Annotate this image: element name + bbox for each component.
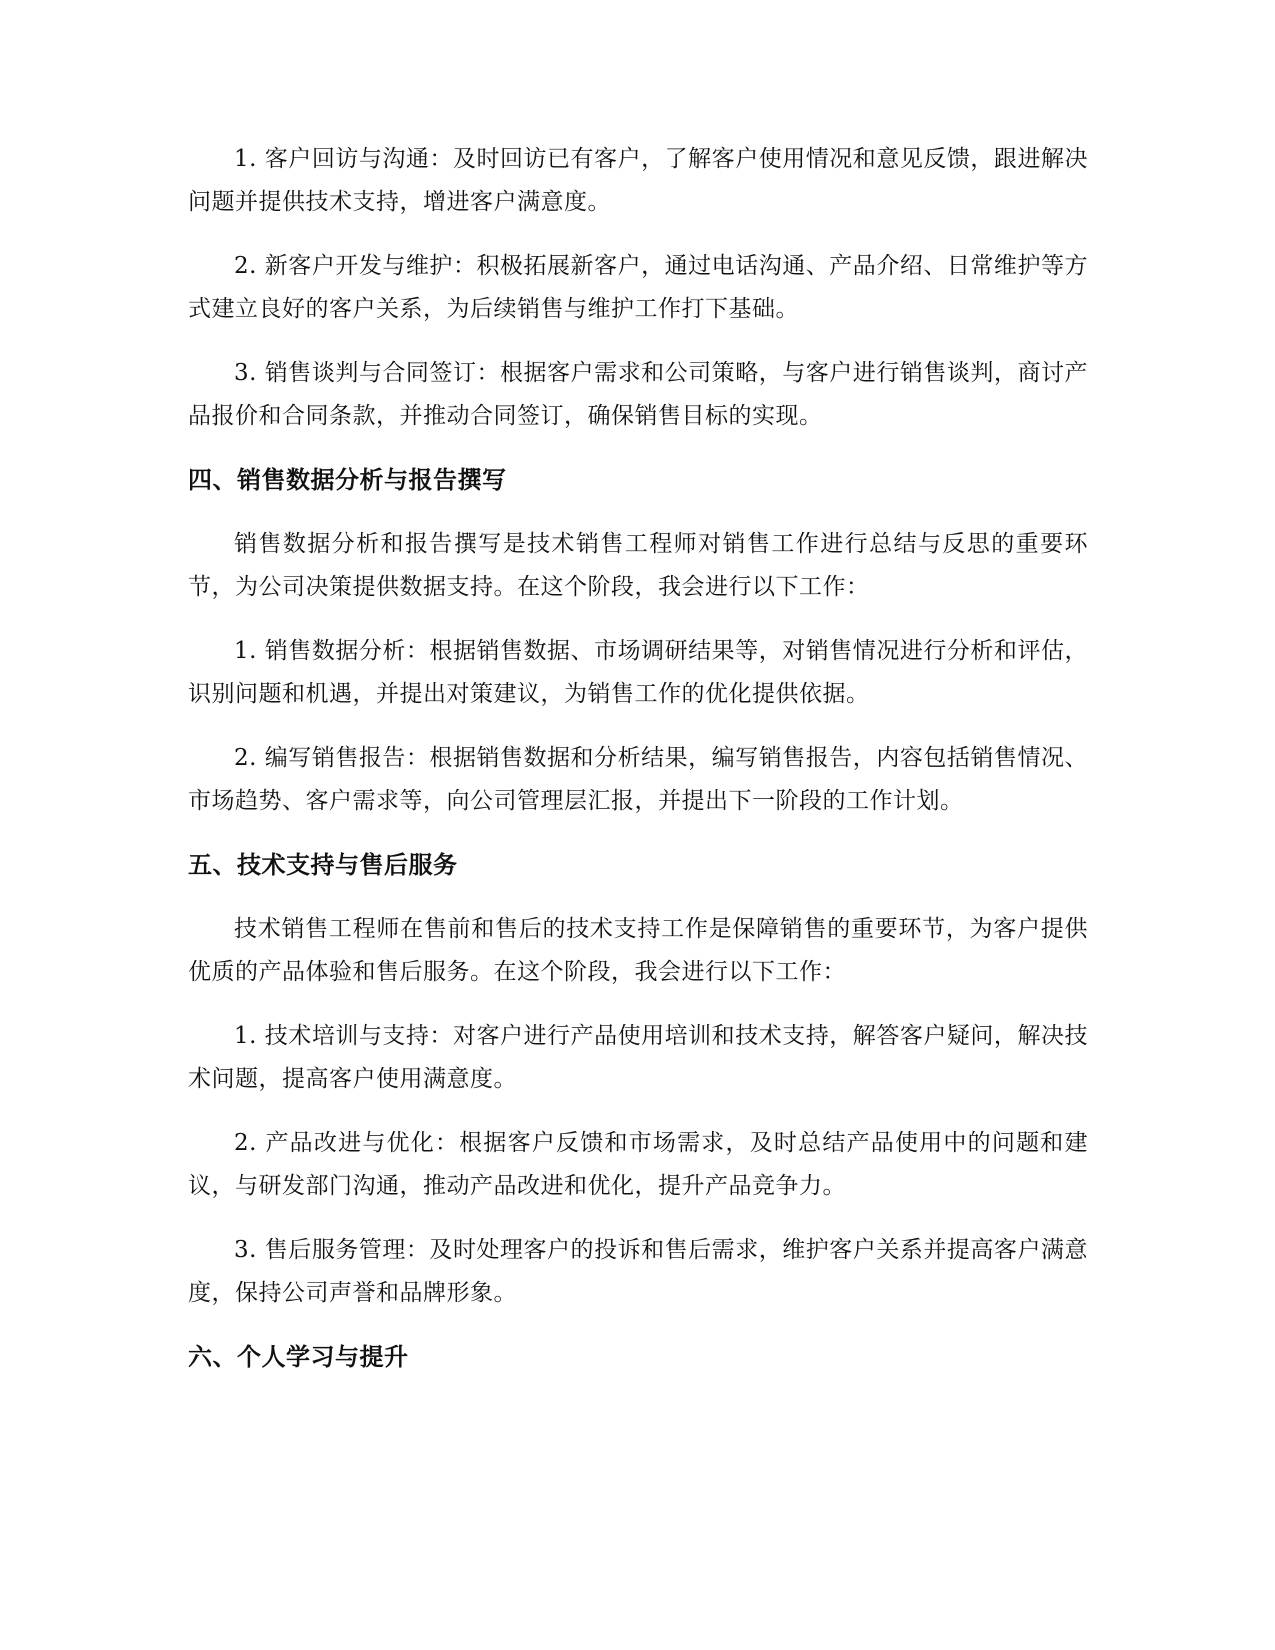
paragraph-section-4-intro: 销售数据分析和报告撰写是技术销售工程师对销售工作进行总结与反思的重要环节，为公司决策提供数据支持。在这个阶段，我会进行以下工作： [188,531,1088,600]
paragraph-sales-data-analysis: 1. 销售数据分析：根据销售数据、市场调研结果等，对销售情况进行分析和评估，识别问题和机遇，并提出对策建议，为销售工作的优化提供依据。 [188,638,1088,707]
section-heading-4: 四、销售数据分析与报告撰写 [188,466,507,494]
paragraph-sales-negotiation: 3. 销售谈判与合同签订：根据客户需求和公司策略，与客户进行销售谈判，商讨产品报价和合同条款，并推动合同签订，确保销售目标的实现。 [188,360,1088,429]
paragraph-after-sales: 3. 售后服务管理：及时处理客户的投诉和售后需求，维护客户关系并提高客户满意度，保持公司声誉和品牌形象。 [188,1237,1088,1306]
section-heading-6: 六、个人学习与提升 [188,1343,409,1371]
paragraph-sales-report: 2. 编写销售报告：根据销售数据和分析结果，编写销售报告，内容包括销售情况、市场趋势、客户需求等，向公司管理层汇报，并提出下一阶段的工作计划。 [188,745,1088,814]
document-body [188,138,1088,1379]
section-heading-5: 五、技术支持与售后服务 [188,851,458,879]
paragraph-tech-training: 1. 技术培训与支持：对客户进行产品使用培训和技术支持，解答客户疑问，解决技术问题，提高客户使用满意度。 [188,1023,1088,1092]
paragraph-section-5-intro: 技术销售工程师在售前和售后的技术支持工作是保障销售的重要环节，为客户提供优质的产品体验和售后服务。在这个阶段，我会进行以下工作： [188,916,1088,985]
paragraph-new-customer: 2. 新客户开发与维护：积极拓展新客户，通过电话沟通、产品介绍、日常维护等方式建立良好的客户关系，为后续销售与维护工作打下基础。 [188,253,1088,322]
paragraph-product-improvement: 2. 产品改进与优化：根据客户反馈和市场需求，及时总结产品使用中的问题和建议，与研发部门沟通，推动产品改进和优化，提升产品竞争力。 [188,1130,1088,1199]
paragraph-customer-followup: 1. 客户回访与沟通：及时回访已有客户，了解客户使用情况和意见反馈，跟进解决问题并提供技术支持，增进客户满意度。 [188,146,1088,215]
